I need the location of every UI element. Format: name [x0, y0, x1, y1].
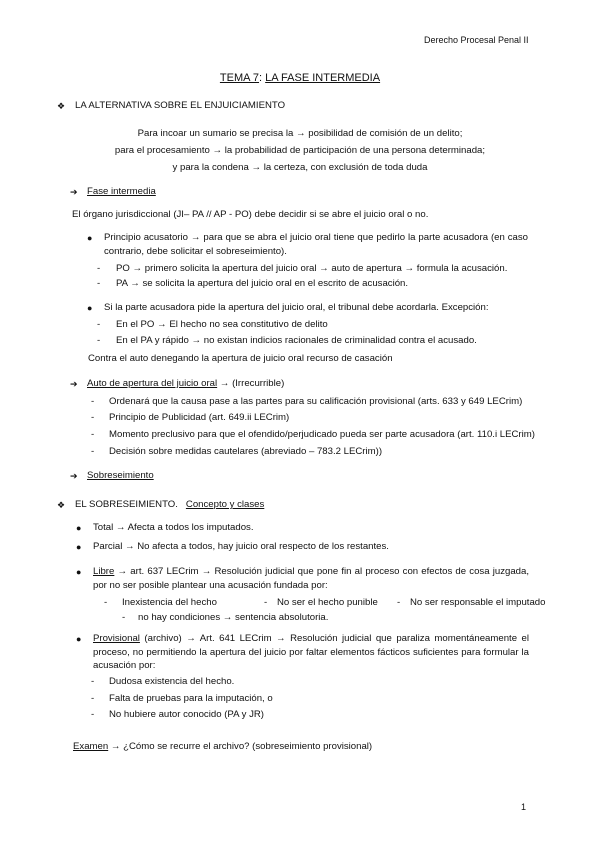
dash-bullet: -	[264, 597, 268, 608]
list-item: Momento preclusivo para que el ofendido/perjudicado pueda ser parte acusadora (art. 110.i LECrim)	[109, 429, 535, 440]
diamond-bullet-icon: ❖	[57, 500, 66, 510]
list-item: En el PA y rápido → no existan indicios racionales de criminalidad contra el acusado.	[116, 335, 477, 346]
dash-bullet: -	[91, 709, 95, 720]
intro-line: Para incoar un sumario se precisa la → posibilidad de comisión de un delito;	[137, 128, 463, 139]
title-colon: :	[259, 72, 266, 84]
dash-bullet: -	[91, 429, 95, 440]
list-item: No ser responsable el imputado	[410, 597, 546, 608]
section-heading: LA ALTERNATIVA SOBRE EL ENJUICIAMIENTO	[75, 100, 286, 111]
total-item: Total → Afecta a todos los imputados.	[93, 522, 254, 533]
dash-bullet: -	[91, 396, 95, 407]
examen-note	[73, 741, 372, 753]
dash-bullet: -	[97, 263, 101, 274]
concepto-clases-link: Concepto y clases	[185, 499, 265, 510]
list-item: Decisión sobre medidas cautelares (abreviado – 783.2 LECrim))	[109, 446, 383, 457]
dash-bullet: -	[104, 597, 108, 608]
sobreseimiento-label: Sobreseimiento	[87, 470, 154, 481]
examen-label: Examen	[73, 741, 109, 752]
auto-apertura-label: Auto de apertura del juicio oral	[87, 378, 218, 389]
title-rest: LA FASE INTERMEDIA	[265, 72, 381, 84]
diamond-bullet-icon: ❖	[57, 101, 66, 111]
page-title	[0, 72, 600, 84]
dash-bullet: -	[97, 319, 101, 330]
parte-acusadora: Si la parte acusadora pide la apertura del juicio oral, el tribunal debe acordarla. Excepción:	[104, 302, 489, 313]
list-item: No ser el hecho punible	[277, 597, 378, 608]
casacion-note: Contra el auto denegando la apertura de juicio oral recurso de casación	[88, 353, 393, 364]
auto-apertura-suffix: → (Irrecurrible)	[217, 378, 285, 389]
list-item: Falta de pruebas para la imputación, o	[109, 693, 273, 704]
libre-text: → art. 637 LECrim → Resolución judicial que pone fin al proceso con efectos de cosa juzgada, por no ser posible plantear una acusación fundada por:	[93, 566, 529, 591]
dot-bullet-icon: ●	[76, 542, 82, 552]
intro-line: para el procesamiento → la probabilidad de participación de una persona determinada;	[114, 145, 486, 156]
dot-bullet-icon: ●	[76, 523, 82, 533]
dash-bullet: -	[122, 612, 126, 623]
list-item: En el PO → El hecho no sea constitutivo de delito	[116, 319, 328, 330]
libre-item	[93, 565, 529, 592]
dash-bullet: -	[97, 335, 101, 346]
fase-intermedia-label: Fase intermedia	[87, 186, 156, 197]
dash-bullet: -	[91, 693, 95, 704]
list-item: PO → primero solicita la apertura del juicio oral → auto de apertura → formula la acusación.	[116, 263, 508, 274]
parcial-item: Parcial → No afecta a todos, hay juicio oral respecto de los restantes.	[93, 541, 389, 552]
dash-bullet: -	[91, 412, 95, 423]
arrow-bullet-icon: ➔	[70, 471, 78, 481]
list-item: PA → se solicita la apertura del juicio oral en el escrito de acusación.	[116, 278, 409, 289]
list-item: no hay condiciones → sentencia absolutoria.	[138, 612, 329, 623]
arrow-bullet-icon: ➔	[70, 187, 78, 197]
dash-bullet: -	[91, 676, 95, 687]
principio-acusatorio: Principio acusatorio → para que se abra el juicio oral tiene que pedirlo la parte acusadora (en caso contrario, debe solicitar el sobreseimiento).	[104, 232, 528, 257]
dash-bullet: -	[91, 446, 95, 457]
arrow-bullet-icon: ➔	[70, 379, 78, 389]
dot-bullet-icon: ●	[87, 233, 93, 243]
intro-line: y para la condena → la certeza, con exclusión de toda duda	[172, 162, 428, 173]
dot-bullet-icon: ●	[76, 567, 82, 577]
list-item: Principio de Publicidad (art. 649.ii LECrim)	[109, 412, 290, 423]
list-item: Ordenará que la causa pase a las partes para su calificación provisional (arts. 633 y 649 LECrim)	[109, 396, 523, 407]
section-heading	[75, 499, 264, 511]
list-item: Dudosa existencia del hecho.	[109, 676, 235, 687]
dash-bullet: -	[97, 278, 101, 289]
page-number: 1	[521, 802, 527, 812]
provisional-item	[93, 632, 529, 673]
libre-label: Libre	[93, 566, 115, 577]
course-header: Derecho Procesal Penal II	[424, 35, 529, 45]
provisional-text: (archivo) → Art. 641 LECrim → Resolución judicial que paraliza momentáneamente el proceso, no permitiendo la apertura del juicio por faltar elementos fácticos suficientes para formular la acusación por:	[93, 633, 529, 671]
list-item: No hubiere autor conocido (PA y JR)	[109, 709, 264, 720]
dot-bullet-icon: ●	[76, 634, 82, 644]
provisional-label: Provisional	[93, 633, 140, 644]
examen-text: → ¿Cómo se recurre el archivo? (sobreseimiento provisional)	[108, 741, 373, 752]
auto-apertura	[87, 378, 284, 390]
fase-text: El órgano jurisdiccional (JI– PA // AP - PO) debe decidir si se abre el juicio oral o no.	[72, 209, 429, 220]
list-item: Inexistencia del hecho	[122, 597, 217, 608]
dot-bullet-icon: ●	[87, 303, 93, 313]
section2-heading-text: EL SOBRESEIMIENTO.	[75, 499, 178, 510]
dash-bullet: -	[397, 597, 401, 608]
title-prefix: TEMA 7	[219, 72, 260, 84]
